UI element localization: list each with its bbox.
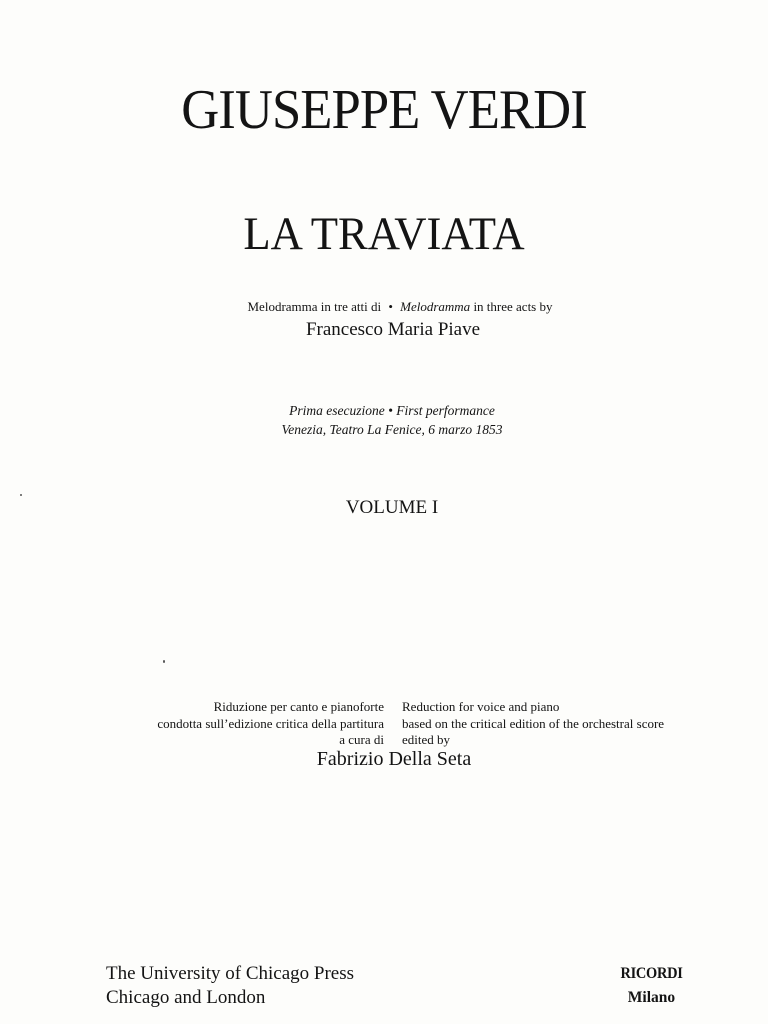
publisher-chicago (106, 962, 354, 1010)
edition-credits-english (402, 699, 664, 749)
edition-credits-italian (157, 699, 384, 749)
scan-speck (20, 494, 22, 496)
edition-italian-line: a cura di (339, 732, 384, 747)
opera-title: LA TRAVIATA (243, 208, 525, 260)
libretto-english-genre: Melodramma (400, 299, 471, 314)
edition-english-line: based on the critical edition of the orchestral score (402, 715, 665, 731)
libretto-italian: Melodramma in tre atti di (247, 299, 382, 314)
publisher-location: Chicago and London (106, 987, 266, 1008)
scan-speck (163, 660, 165, 663)
librettist-name: Francesco Maria Piave (305, 319, 481, 340)
volume-number: VOLUME I (345, 497, 439, 518)
edition-italian-line: Riduzione per canto e pianoforte (213, 699, 384, 714)
publisher-brand: RICORDI (620, 965, 683, 982)
composer-name: GIUSEPPE VERDI (181, 79, 587, 141)
publisher-name: The University of Chicago Press (106, 963, 355, 984)
libretto-separator: • (388, 299, 393, 314)
libretto-credit-line (16, 299, 768, 315)
edition-english-line: Reduction for voice and piano (402, 699, 560, 714)
edition-english-line: edited by (402, 732, 451, 747)
edition-italian-line: condotta sull’edizione critica della partitura (157, 715, 384, 731)
publisher-city: Milano (627, 989, 676, 1006)
publisher-ricordi (617, 962, 686, 1010)
editor-name: Fabrizio Della Seta (316, 748, 472, 770)
premiere-label: Prima esecuzione • First performance (289, 403, 495, 418)
libretto-english-rest: in three acts by (470, 299, 553, 314)
premiere-place-date: Venezia, Teatro La Fenice, 6 marzo 1853 (281, 422, 503, 437)
